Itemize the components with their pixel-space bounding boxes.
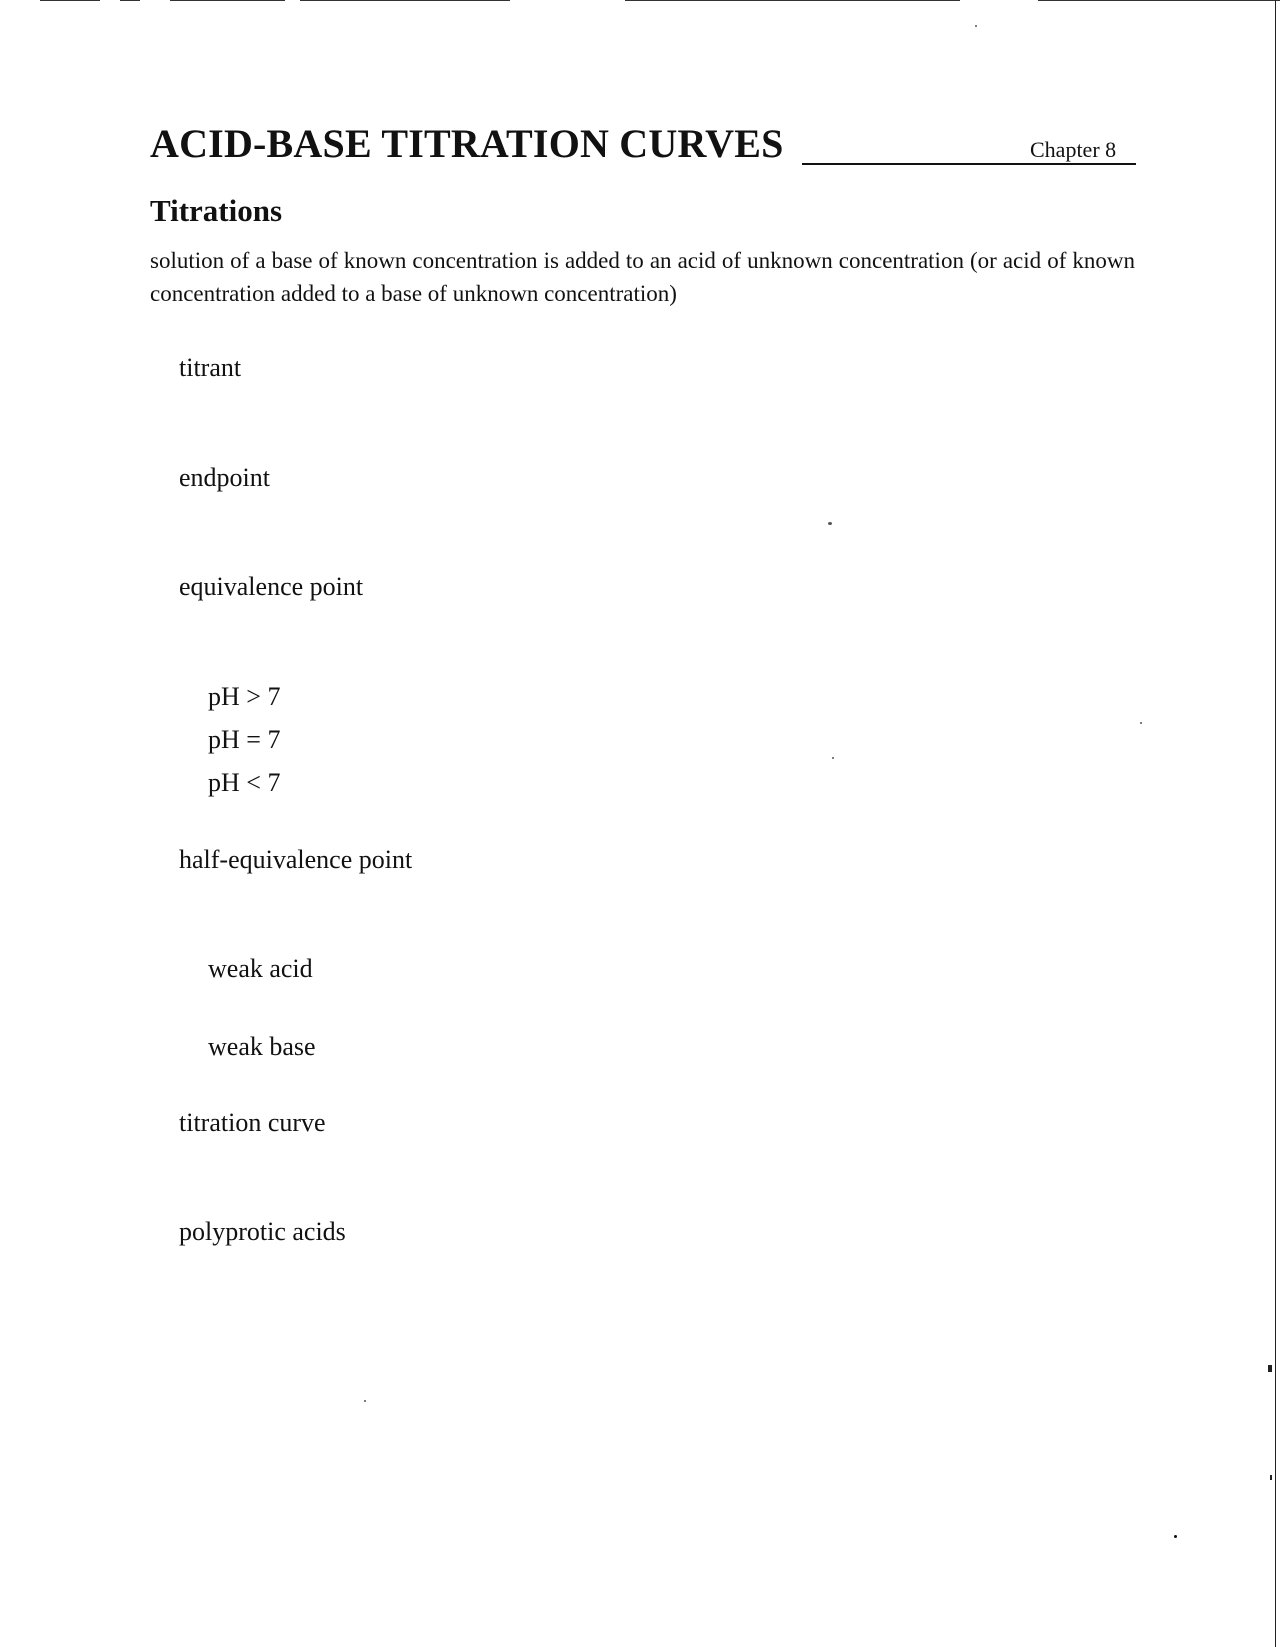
term-half-equivalence-point: half-equivalence point bbox=[179, 845, 413, 874]
term-equivalence-point: equivalence point bbox=[179, 572, 364, 601]
scan-right-edge bbox=[1275, 0, 1276, 1647]
scan-edge-line bbox=[170, 0, 285, 1]
scan-edge-line bbox=[300, 0, 510, 1]
term-endpoint: endpoint bbox=[179, 463, 270, 492]
scan-speck bbox=[1140, 722, 1142, 724]
term-ph-greater: pH > 7 bbox=[208, 682, 281, 711]
scan-edge-line bbox=[120, 0, 140, 1]
term-weak-base: weak base bbox=[208, 1032, 316, 1061]
term-weak-acid: weak acid bbox=[208, 954, 313, 983]
scan-speck bbox=[975, 25, 977, 27]
chapter-label: Chapter 8 bbox=[1030, 137, 1117, 162]
scan-mark bbox=[1270, 1475, 1272, 1480]
term-ph-less: pH < 7 bbox=[208, 768, 281, 797]
section-heading: Titrations bbox=[150, 193, 283, 228]
scan-edge-line bbox=[40, 0, 100, 1]
page-title: ACID-BASE TITRATION CURVES bbox=[150, 121, 784, 166]
term-ph-equal: pH = 7 bbox=[208, 725, 281, 754]
term-polyprotic-acids: polyprotic acids bbox=[179, 1217, 346, 1246]
scan-speck bbox=[1174, 1535, 1177, 1538]
scan-edge-line bbox=[625, 0, 960, 1]
scan-speck bbox=[832, 757, 834, 759]
term-titration-curve: titration curve bbox=[179, 1108, 326, 1137]
term-titrant: titrant bbox=[179, 353, 242, 382]
scan-speck bbox=[364, 1400, 366, 1402]
scan-speck bbox=[828, 522, 832, 525]
scan-mark bbox=[1268, 1365, 1272, 1372]
title-underline bbox=[802, 163, 1136, 165]
section-intro: solution of a base of known concentration is added to an acid of unknown concentration (or acid of known concentration added to a base of unknown concentration) bbox=[150, 248, 1135, 306]
scan-edge-line bbox=[1038, 0, 1280, 1]
